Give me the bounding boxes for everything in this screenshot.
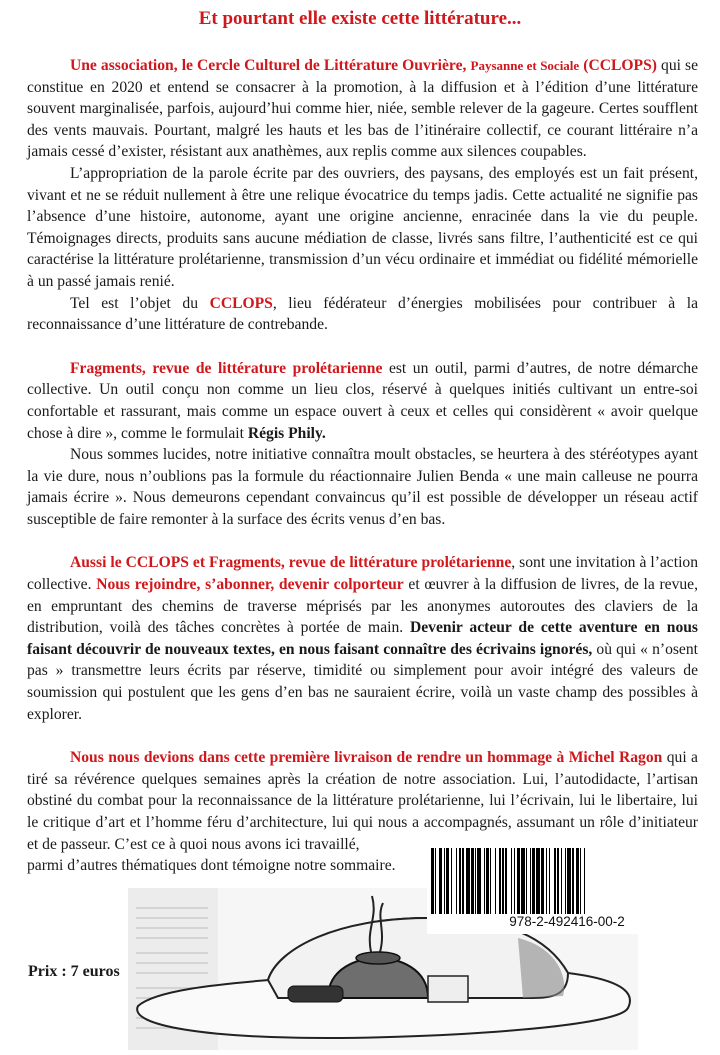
paragraph-fragments — [27, 358, 698, 444]
objet-text-after: , lieu fédérateur d’énergies mobilisées pour contribuer à la reconnaissance d’une littérature de contrebande. — [27, 294, 698, 334]
invitation-call: Nous rejoindre, s’abonner, devenir colporteur — [96, 576, 404, 594]
spacer — [27, 336, 698, 358]
price-label: Prix : 7 euros — [28, 963, 120, 980]
invitation-text-2: et œuvrer à la diffusion de livres, de la revue, en empruntant des chemins de traverse méprisés par les anonymes autoroutes des claviers de la distribution, voilà des tâches concrètes à portée de main. — [27, 576, 698, 637]
paragraph-appropriation: L’appropriation de la parole écrite par des ouvriers, des paysans, des employés est un fait présent, vivant et ne se réduit nullement à être une relique évocatrice du temps jadis. Cette actualité ne signifie pas l’absence d’une histoire, autonome, ayant une origine ancienne, enracinée dans la vie du peuple. Témoignages directs, produits sans aucune médiation de classe, livrés sans filtre, l’authenticité est ce qui caractérise la littérature prolétarienne, transmission d’un vécu ordinaire et immédiat ou fidélité mémorielle à un passé jamais renié. — [27, 164, 698, 290]
paragraph-hommage — [27, 747, 698, 855]
hommage-lead: Nous nous devions dans cette première livraison de rendre un hommage à Michel Ragon — [70, 749, 663, 767]
invitation-text-3: où qui « n’osent pas » transmettre leurs écrits par réserve, timidité ou simplement pour avoir intégré des valeurs de soumission qui postulent que les gens d’en bas ne sauraient écrire, voilà un vaste champ des possibles à explorer. — [27, 640, 698, 723]
article-body — [27, 55, 698, 877]
paragraph-lucides: Nous sommes lucides, notre initiative connaîtra moult obstacles, se heurtera à des stéréotypes ayant la vie dure, nous n’oublions pas la formule du réactionnaire Julien Benda « une main calleuse ne pourra jamais écrire ». Nous demeurons cependant convaincus qu’il est possible de développer un réseau actif susceptible de faire remonter à la surface des écrits venus d’en bas. — [27, 446, 698, 528]
regis-phily: Régis Phily. — [247, 424, 326, 442]
isbn-barcode — [427, 848, 707, 934]
hommage-text: qui a tiré sa révérence quelques semaines après la création de notre association. Lui, l’autodidacte, l’artisan obstiné du combat pour la reconnaissance de la littérature prolétarienne, lui l’écrivain, lui le libertaire, lui le critique d’art et l’homme féru d’architecture, lui qui nous a accompagnés, assumant un rôle d’initiateur et de passeur. C’est ce à quoi nous avons ici travaillé, — [27, 749, 698, 853]
spacer — [27, 725, 698, 747]
hommage-tail: parmi d’autres thématiques dont témoigne notre sommaire. — [27, 857, 396, 875]
objet-cclops: CCLOPS — [209, 294, 273, 312]
page-title: Et pourtant elle existe cette littérature... — [198, 8, 522, 29]
intro-lead-small: Paysanne et Sociale — [470, 58, 580, 73]
fragments-text: est un outil, parmi d’autres, de notre démarche collective. Un outil conçu non comme un lieu clos, réservé à quelques initiés cultivant un entre-soi confortable et rassurant, mais comme un espace ouvert à ceux et celles qui considèrent « avoir quelque chose à dire », comme le formulait — [27, 359, 698, 442]
intro-text: qui se constitue en 2020 et entend se consacrer à la promotion, à la diffusion et à l’édition d’une littérature souvent marginalisée, parfois, aujourd’hui comme hier, niée, semble relever de la gageure. Certes soufflent des vents mauvais. Pourtant, malgré les hauts et les bas de l’itinéraire collectif, ce courant littéraire n’a jamais cessé d’exister, résistant aux anathèmes, aux replis comme aux silences coupables. — [27, 57, 699, 161]
objet-text-before: Tel est l’objet du — [70, 294, 210, 312]
barcode-bars — [431, 848, 703, 914]
fragments-title: Fragments, revue de littérature prolétarienne — [70, 359, 383, 377]
invitation-lead: Aussi le CCLOPS et Fragments, revue de littérature prolétarienne — [70, 554, 512, 572]
intro-lead: Une association, le Cercle Culturel de Littérature Ouvrière, — [70, 57, 467, 74]
paragraph-objet — [27, 293, 698, 336]
isbn-number: 978-2-492416-00-2 — [509, 914, 625, 929]
paragraph-intro — [27, 55, 698, 163]
invitation-bold: Devenir acteur de cette aventure en nous faisant découvrir de nouveaux textes, en nous faisant connaître des écrivains ignorés, — [27, 619, 698, 658]
spacer — [27, 530, 698, 552]
invitation-text-1: , sont une invitation à l’action collective. — [27, 554, 698, 594]
paragraph-invitation — [27, 552, 698, 725]
intro-acronym: (CCLOPS) — [583, 57, 657, 74]
